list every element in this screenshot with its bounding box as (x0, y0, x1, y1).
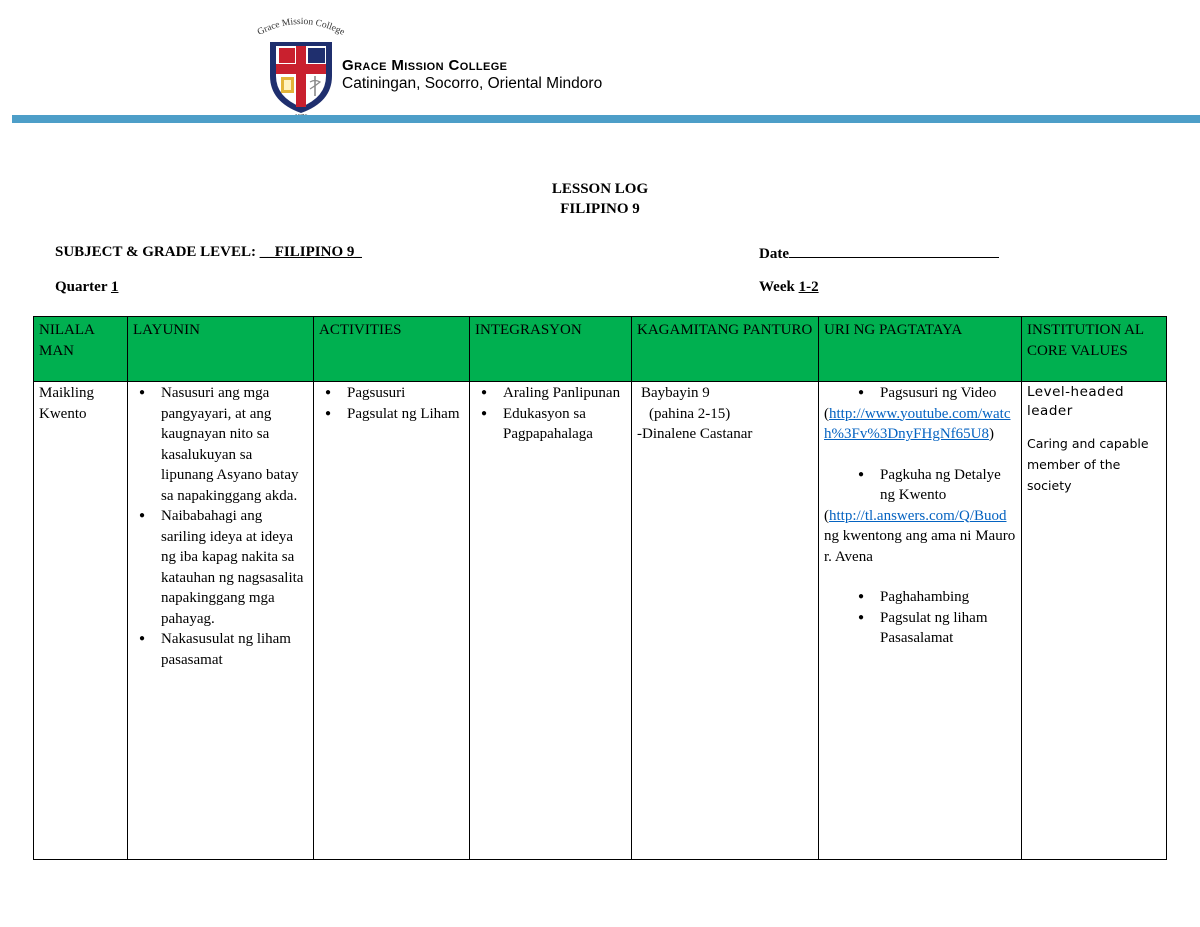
date-field (759, 244, 999, 263)
cell-nilalaman (34, 382, 128, 860)
subject-grade-level (55, 244, 362, 261)
core-value-2: Caring and capable member of the society (1027, 436, 1149, 493)
table-header-row (34, 317, 1167, 382)
header-activities: ACTIVITIES (314, 317, 470, 382)
week-label: Week (759, 279, 799, 295)
header-divider (12, 115, 1200, 123)
header-kagamitan: KAGAMITANG PANTURO (632, 317, 819, 382)
header-nilalaman: NILALA MAN (34, 317, 128, 382)
list-item: ● Pagsulat ng Liham (347, 404, 464, 425)
cell-activities (314, 382, 470, 860)
logo-arc-text: Grace Mission College (256, 16, 347, 38)
core-value-1: Level-headed leader (1027, 384, 1125, 419)
svg-text:Grace Mission College (256, 17, 346, 38)
youtube-link[interactable]: http://www.youtube.com/watch%3Fv%3DnyFHgNf65U8 (824, 405, 1011, 442)
date-blank-line (789, 244, 999, 258)
cell-layunin (128, 382, 314, 860)
table-row (34, 382, 1167, 860)
activities-list (319, 383, 464, 424)
pagtataya-link-2-wrap: (http://tl.answers.com/Q/Buod ng kwentong ang ama ni Mauro r. Avena (824, 507, 1016, 565)
week-field (759, 279, 819, 296)
college-logo (244, 16, 358, 120)
cell-core-values (1022, 382, 1167, 860)
pagtataya-list-2 (824, 465, 1016, 506)
pagtataya-link-1-wrap: (http://www.youtube.com/watch%3Fv%3DnyFHgNf65U8) (824, 405, 1011, 442)
list-item: ● Pagsusuri (347, 383, 464, 404)
list-item: ● Araling Panlipunan (503, 383, 626, 404)
week-value: 1-2 (798, 279, 819, 295)
date-label: Date (759, 246, 789, 262)
pagtataya-link-2-tail: ng kwentong ang ama ni Mauro r. Avena (824, 528, 1016, 565)
list-item: ● Pagsulat ng liham Pasasalamat (880, 608, 1016, 649)
document-title: LESSON LOG (551, 181, 649, 197)
subject-value: __FILIPINO 9_ (259, 244, 362, 260)
list-item: ● Paghahambing (880, 587, 1016, 608)
header-layunin: LAYUNIN (128, 317, 314, 382)
integrasyon-list (475, 383, 626, 445)
header-core-values: INSTITUTION AL CORE VALUES (1022, 317, 1167, 382)
header-integrasyon: INTEGRASYON (470, 317, 632, 382)
cell-kagamitan (632, 382, 819, 860)
kagamitan-pages: (pahina 2-15) (649, 405, 731, 422)
answers-link[interactable]: http://tl.answers.com/Q/Buod (829, 507, 1007, 524)
college-address: Catiningan, Socorro, Oriental Mindoro (342, 75, 603, 92)
quarter-label: Quarter (55, 279, 111, 295)
cell-pagtataya (819, 382, 1022, 860)
kagamitan-book: Baybayin 9 (641, 385, 710, 401)
list-item: ● Edukasyon sa Pagpapahalaga (503, 404, 626, 445)
list-item: ● Nasusuri ang mga pangyayari, at ang kaugnayan nito sa kasalukuyan sa lipunang Asyano batay sa napakinggang akda. (161, 383, 308, 506)
kagamitan-author: -Dinalene Castanar (637, 426, 753, 442)
quarter-field (55, 279, 118, 296)
header-pagtataya: URI NG PAGTATAYA (819, 317, 1022, 382)
pagtataya-list-1 (824, 383, 1016, 404)
document-subtitle: FILIPINO 9 (560, 201, 640, 217)
college-name: Grace Mission College (342, 57, 508, 74)
pagtataya-list-3 (824, 587, 1016, 649)
quarter-value: 1 (110, 279, 119, 295)
cell-integrasyon (470, 382, 632, 860)
list-item: ● Naibabahagi ang sariling ideya at ideya ng iba kapag nakita sa katauhan ng nagsasalita napakinggang mga pahayag. (161, 506, 308, 629)
list-item: ● Pagsusuri ng Video (880, 383, 1016, 404)
subject-label: SUBJECT & GRADE LEVEL: (55, 244, 260, 260)
list-item: ● Nakasusulat ng liham pasasamat (161, 629, 308, 670)
nilalaman-text: Maikling Kwento (39, 385, 94, 422)
layunin-list (133, 383, 308, 670)
list-item: ● Pagkuha ng Detalye ng Kwento (880, 465, 1016, 506)
lesson-log-table (33, 316, 1167, 860)
college-heading (342, 58, 602, 94)
